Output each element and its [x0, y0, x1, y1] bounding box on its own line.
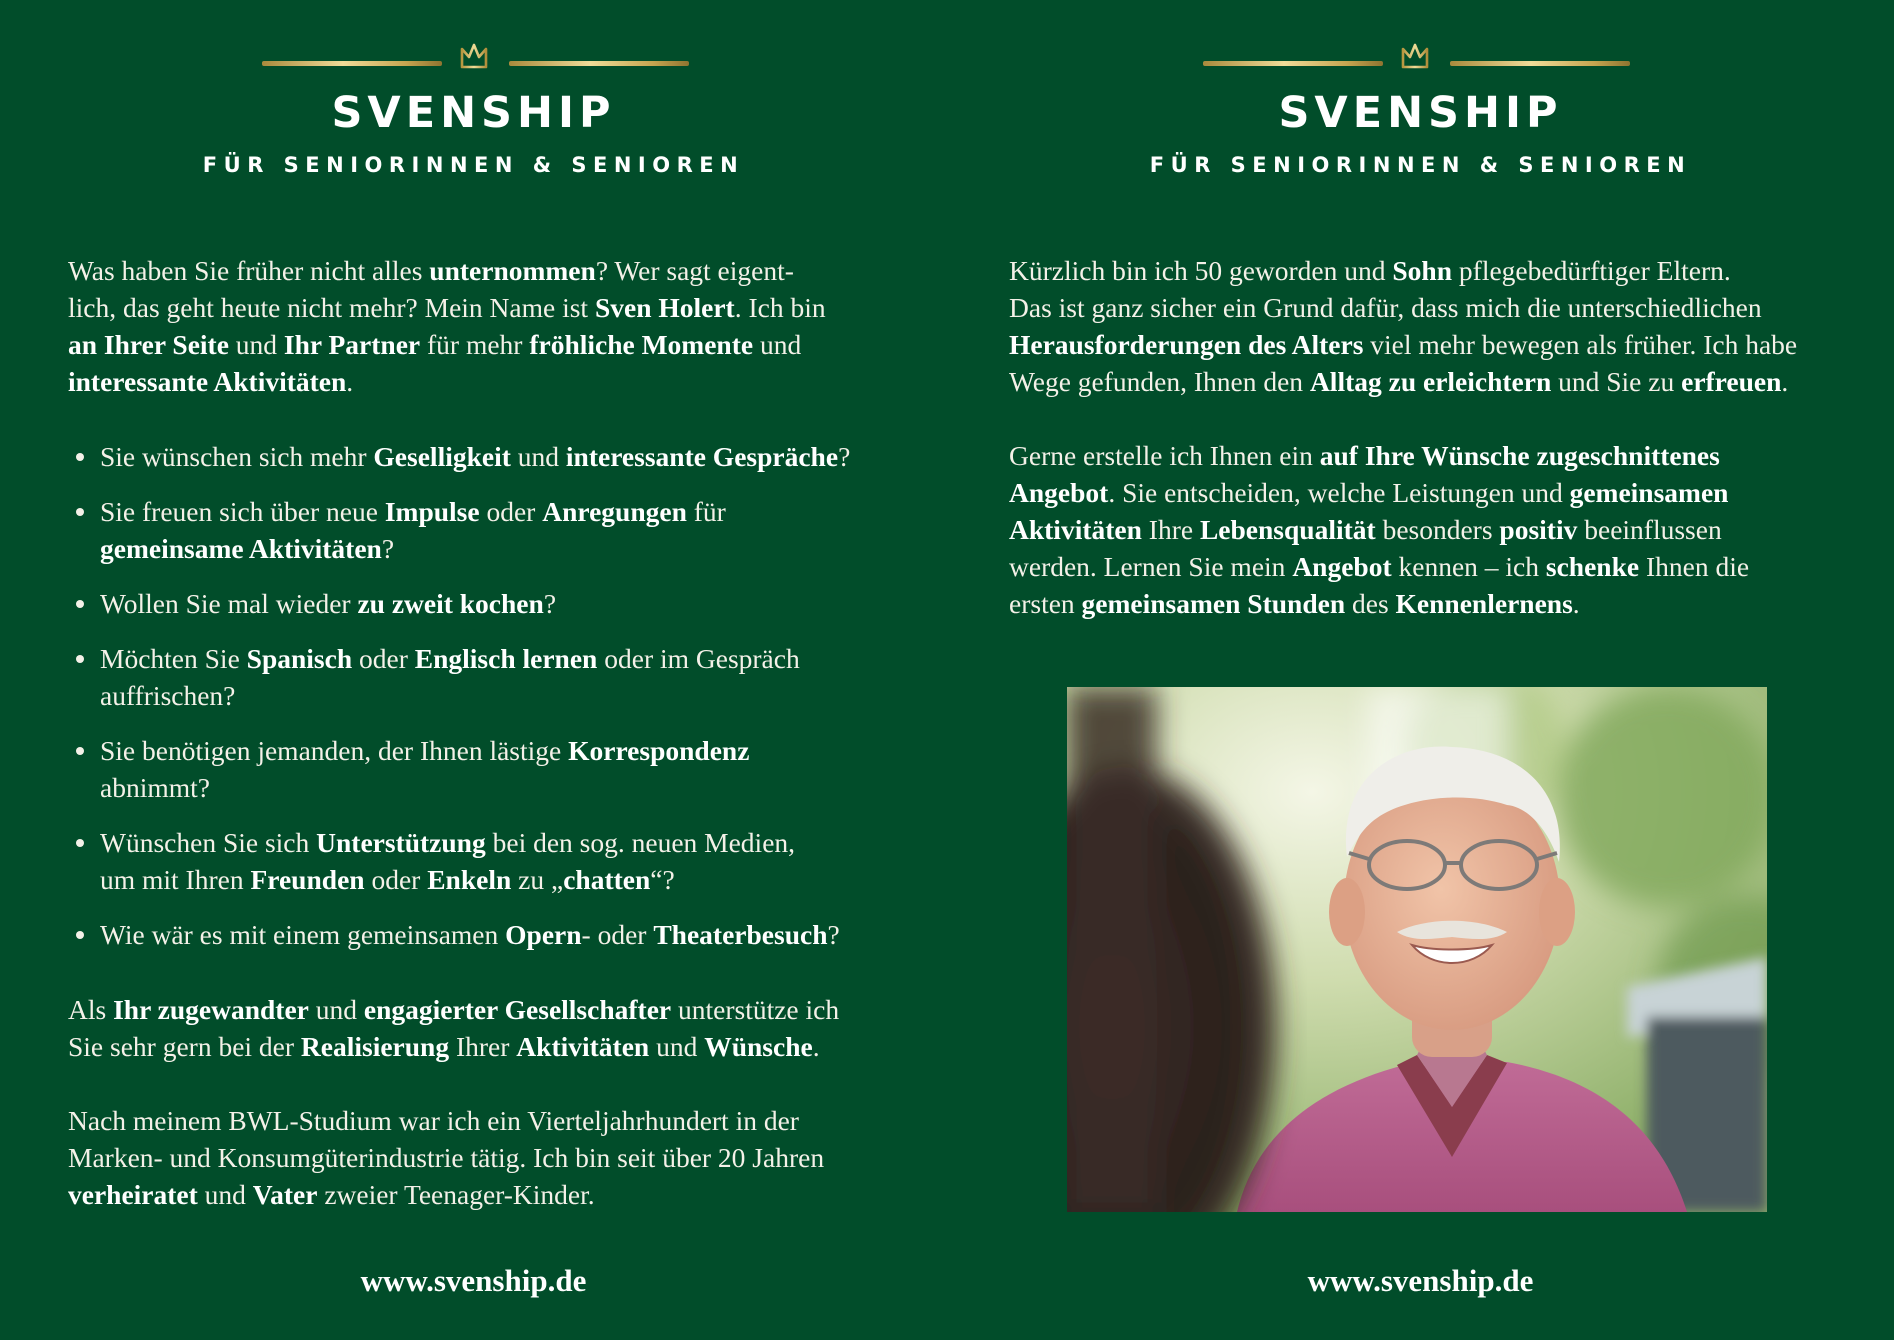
list-item: Möchten Sie Spanisch oder Englisch lernen oder im Gespräch auffrischen? — [100, 640, 898, 714]
brand-tagline: FÜR SENIORINNEN & SENIOREN — [1149, 153, 1692, 177]
list-item: Sie freuen sich über neue Impulse oder Anregungen für gemeinsame Aktivitäten? — [100, 493, 898, 567]
website-link-right[interactable]: www.svenship.de — [1307, 1263, 1534, 1298]
question-list — [68, 438, 898, 953]
brand-ornament — [0, 40, 947, 80]
intro-paragraph: Was haben Sie früher nicht alles unternommen? Wer sagt eigent- lich, das geht heute nicht mehr? Mein Name ist Sven Holert. Ich bin an Ihrer Seite und Ihr Partner für mehr fröhliche Momente und interessante Aktivitäten. — [68, 255, 826, 397]
left-body-text — [68, 252, 898, 1213]
website-link-left[interactable]: www.svenship.de — [360, 1263, 587, 1298]
brand-title: SVENSHIP — [1278, 88, 1563, 138]
list-item: Sie wünschen sich mehr Geselligkeit und interessante Gespräche? — [100, 438, 898, 475]
brand-ornament — [947, 40, 1894, 80]
gold-rule-right — [509, 61, 689, 66]
offer-paragraph: Gerne erstelle ich Ihnen ein auf Ihre Wünsche zugeschnittenes Angebot. Sie entscheiden, welche Leistungen und gemeinsamen Aktivitäten Ihre Lebensqualität besonders positiv beeinflussen werden. Lernen Sie mein Angebot kennen – ich schenke Ihnen die ersten gemeinsamen Stunden des Kennenlernens. — [1009, 440, 1750, 619]
list-item: Wünschen Sie sich Unterstützung bei den sog. neuen Medien, um mit Ihren Freunden oder Enkeln zu „chatten“? — [100, 824, 898, 898]
brand-header — [0, 40, 947, 176]
brand-title: SVENSHIP — [331, 88, 616, 138]
right-body-text — [1009, 252, 1839, 622]
gold-rule-left — [262, 61, 442, 66]
crown-icon — [1399, 40, 1431, 72]
senior-man-photo — [1067, 687, 1767, 1212]
brand-header — [947, 40, 1894, 176]
gold-rule-right — [1450, 61, 1630, 66]
support-paragraph: Als Ihr zugewandter und engagierter Gesellschafter unterstütze ich Sie sehr gern bei der Realisierung Ihrer Aktivitäten und Wünsche. — [68, 994, 840, 1062]
brand-tagline: FÜR SENIORINNEN & SENIOREN — [202, 153, 745, 177]
photo-illustration — [1067, 687, 1767, 1212]
gold-rule-left — [1203, 61, 1383, 66]
list-item: Wollen Sie mal wieder zu zweit kochen? — [100, 585, 898, 622]
list-item: Wie wär es mit einem gemeinsamen Opern- oder Theaterbesuch? — [100, 916, 898, 953]
list-item: Sie benötigen jemanden, der Ihnen lästige Korrespondenz abnimmt? — [100, 732, 898, 806]
crown-icon — [458, 40, 490, 72]
bio-paragraph: Nach meinem BWL-Studium war ich ein Vierteljahrhundert in der Marken- und Konsumgüterindustrie tätig. Ich bin seit über 20 Jahren verheiratet und Vater zweier Teenager-Kinder. — [68, 1105, 825, 1210]
about-paragraph: Kürzlich bin ich 50 geworden und Sohn pflegebedürftiger Eltern. Das ist ganz sicher ein Grund dafür, dass mich die unterschiedlichen Herausforderungen des Alters viel mehr bewegen als früher. Ich habe Wege gefunden, Ihnen den Alltag zu erleichtern und Sie zu erfreuen. — [1009, 255, 1798, 397]
right-panel — [947, 0, 1894, 1340]
